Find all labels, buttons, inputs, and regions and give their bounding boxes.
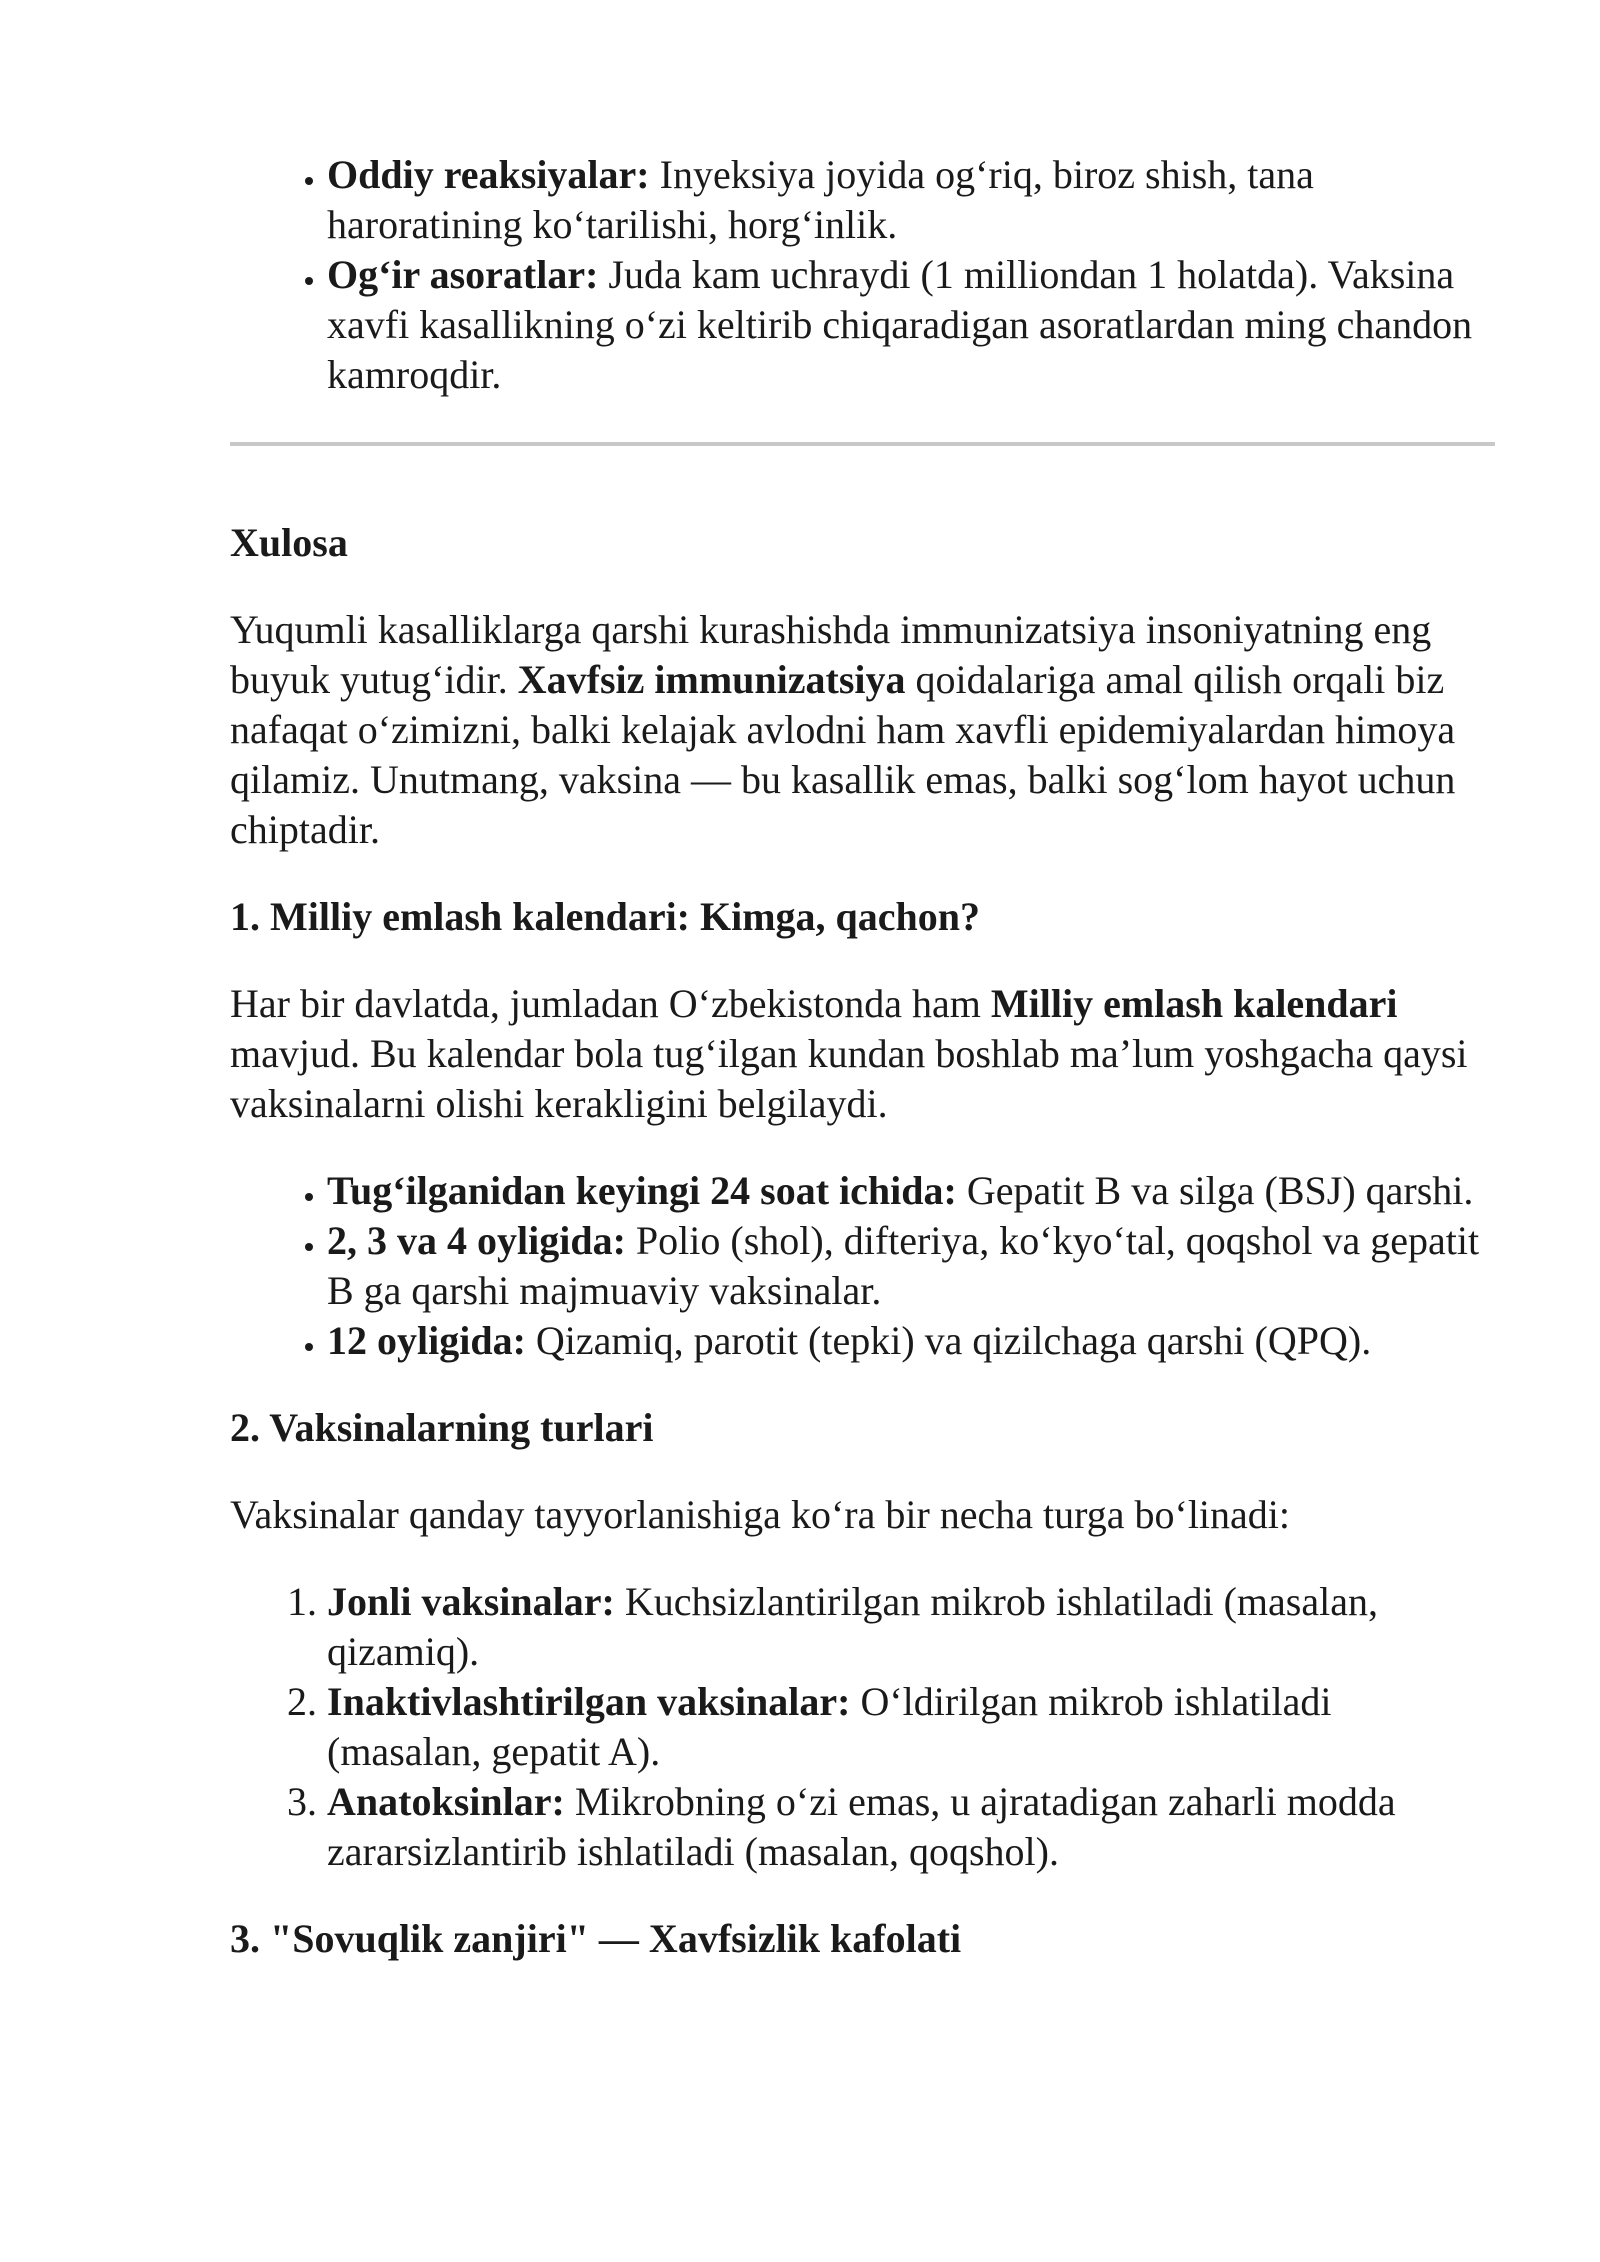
section3-heading: 3. "Sovuqlik zanjiri" — Xavfsizlik kafolati xyxy=(230,1916,962,1961)
list-item-text: Juda kam uchraydi (1 milliondan 1 holatda). Vaksina xavfi kasallikning o‘zi keltirib chiqaradigan asoratlardan ming chandon kamroqdir. xyxy=(327,252,1473,397)
vaccination-schedule-list xyxy=(230,1166,1495,1366)
list-item xyxy=(327,1316,1495,1366)
reactions-list xyxy=(230,150,1495,400)
list-item-text: Kuchsizlantirilgan mikrob ishlatiladi (masalan, qizamiq). xyxy=(327,1579,1378,1674)
list-item-term: 2, 3 va 4 oyligida: xyxy=(327,1218,626,1263)
list-item-term: 12 oyligida: xyxy=(327,1318,526,1363)
list-item-term: Og‘ir asoratlar: xyxy=(327,252,599,297)
horizontal-divider xyxy=(230,442,1495,446)
section2-heading: 2. Vaksinalarning turlari xyxy=(230,1405,654,1450)
section1-bold-term: Milliy emlash kalendari xyxy=(990,981,1398,1026)
list-item xyxy=(327,150,1495,250)
list-item-term: Tug‘ilganidan keyingi 24 soat ichida: xyxy=(327,1168,957,1213)
list-item-term: Oddiy reaksiyalar: xyxy=(327,152,650,197)
vaccine-types-list xyxy=(230,1577,1495,1877)
list-item-term: Jonli vaksinalar: xyxy=(327,1579,615,1624)
section1-paragraph: Har bir davlatda, jumladan O‘zbekistonda ham Milliy emlash kalendari mavjud. Bu kalendar bola tug‘ilgan kundan boshlab ma’lum yoshgacha qaysi vaksinalarni olishi kerakligini belgilaydi. xyxy=(230,981,1468,1126)
xulosa-heading: Xulosa xyxy=(230,520,348,565)
list-item xyxy=(327,250,1495,400)
xulosa-paragraph: Yuqumli kasalliklarga qarshi kurashishda immunizatsiya insoniyatning eng buyuk yutug‘idir. Xavfsiz immunizatsiya qoidalariga amal qilish orqali biz nafaqat o‘zimizni, balki kelajak avlodni ham xavfli epidemiyalardan himoya qilamiz. Unutmang, vaksina — bu kasallik emas, balki sog‘lom hayot uchun chiptadir. xyxy=(230,607,1456,852)
section1-heading: 1. Milliy emlash kalendari: Kimga, qachon? xyxy=(230,894,981,939)
list-item xyxy=(327,1166,1495,1216)
xulosa-bold-term: Xavfsiz immunizatsiya xyxy=(517,657,906,702)
section2-intro: Vaksinalar qanday tayyorlanishiga ko‘ra bir necha turga bo‘linadi: xyxy=(230,1492,1291,1537)
list-item-term: Inaktivlashtirilgan vaksinalar: xyxy=(327,1679,851,1724)
list-item-text: Qizamiq, parotit (tepki) va qizilchaga qarshi (QPQ). xyxy=(525,1318,1372,1363)
list-item xyxy=(327,1577,1495,1677)
list-item-text: Gepatit B va silga (BSJ) qarshi. xyxy=(956,1168,1474,1213)
list-item-text: Polio (shol), difteriya, ko‘kyo‘tal, qoqshol va gepatit B ga qarshi majmuaviy vaksinalar. xyxy=(327,1218,1480,1313)
document-page xyxy=(230,150,1495,1964)
list-item xyxy=(327,1216,1495,1316)
list-item-text: Mikrobning o‘zi emas, u ajratadigan zaharli modda zararsizlantirib ishlatiladi (masalan, qoqshol). xyxy=(327,1779,1396,1874)
list-item-term: Anatoksinlar: xyxy=(327,1779,565,1824)
list-item-text: Inyeksiya joyida og‘riq, biroz shish, tana haroratining ko‘tarilishi, horg‘inlik. xyxy=(327,152,1314,247)
list-item xyxy=(327,1677,1495,1777)
list-item-text: O‘ldirilgan mikrob ishlatiladi (masalan, gepatit A). xyxy=(327,1679,1332,1774)
list-item xyxy=(327,1777,1495,1877)
